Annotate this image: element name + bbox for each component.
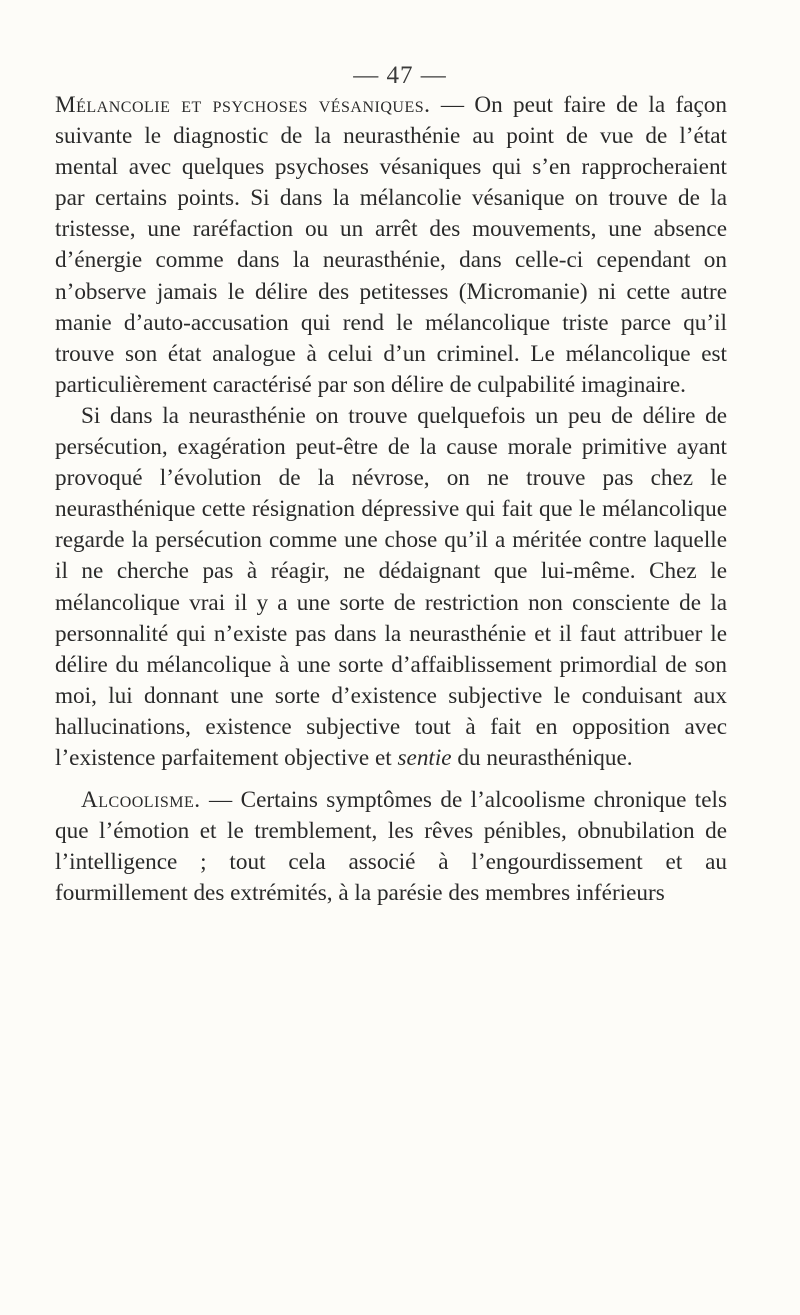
paragraph-text: — Certains symptômes de l’alcoolisme chronique tels que l’émotion et le tremblement, les rêves pénibles, obnubilation de l’intelligence ; tout cela associé à l’engourdissement et au fourmillement des extrémités, à la parésie des membres inférieurs bbox=[55, 787, 727, 907]
paragraph-persecution bbox=[55, 401, 727, 774]
section-heading-alcoolisme: Alcoolisme. bbox=[81, 787, 201, 814]
paragraph-text-end: du neurasthénique. bbox=[451, 744, 633, 771]
paragraph-text: — On peut faire de la façon suivante le diagnostic de la neurasthénie au point de vue de l’état mental avec quelques psychoses vésaniques qui s’en rapprocheraient par certains points. Si dans la mélancolie vésanique on trouve de la tristesse, une raréfaction ou un arrêt des mouvements, une absence d’énergie comme dans la neurasthénie, dans celle-ci cependant on n’observe jamais le délire des petitesses (Micromanie) ni cette autre manie d’auto-accusation qui rend le mélancolique triste parce qu’il trouve son état analogue à celui d’un criminel. Le mélancolique est particulièrement caractérisé par son délire de culpabilité imaginaire. bbox=[55, 92, 727, 398]
paragraph-alcoolisme bbox=[55, 785, 727, 909]
italic-word: sentie bbox=[397, 744, 452, 771]
section-heading-melancolie: Mélancolie et psychoses vésaniques. bbox=[55, 92, 431, 118]
body-text bbox=[55, 90, 727, 909]
page-number: — 47 — bbox=[353, 62, 447, 89]
paragraph-melancolie bbox=[55, 90, 727, 401]
paragraph-text: Si dans la neurasthénie on trouve quelquefois un peu de délire de persécution, exagération peut-être de la cause morale primitive ayant provoqué l’évolution de la névrose, on ne trouve pas chez le neurasthénique cette résignation dépressive qui fait que le mélancolique regarde la persécution comme une chose qu’il a méritée contre laquelle il ne cherche pas à réagir, ne dédaignant que lui-même. Chez le mélancolique vrai il y a une sorte de restriction non consciente de la personnalité qui n’existe pas dans la neurasthénie et il faut attribuer le délire du mélancolique à une sorte d’affaiblissement primordial de son moi, lui donnant une sorte d’existence subjective le conduisant aux hallucinations, existence subjective tout à fait en opposition avec l’existence parfaitement objective et bbox=[55, 402, 727, 771]
